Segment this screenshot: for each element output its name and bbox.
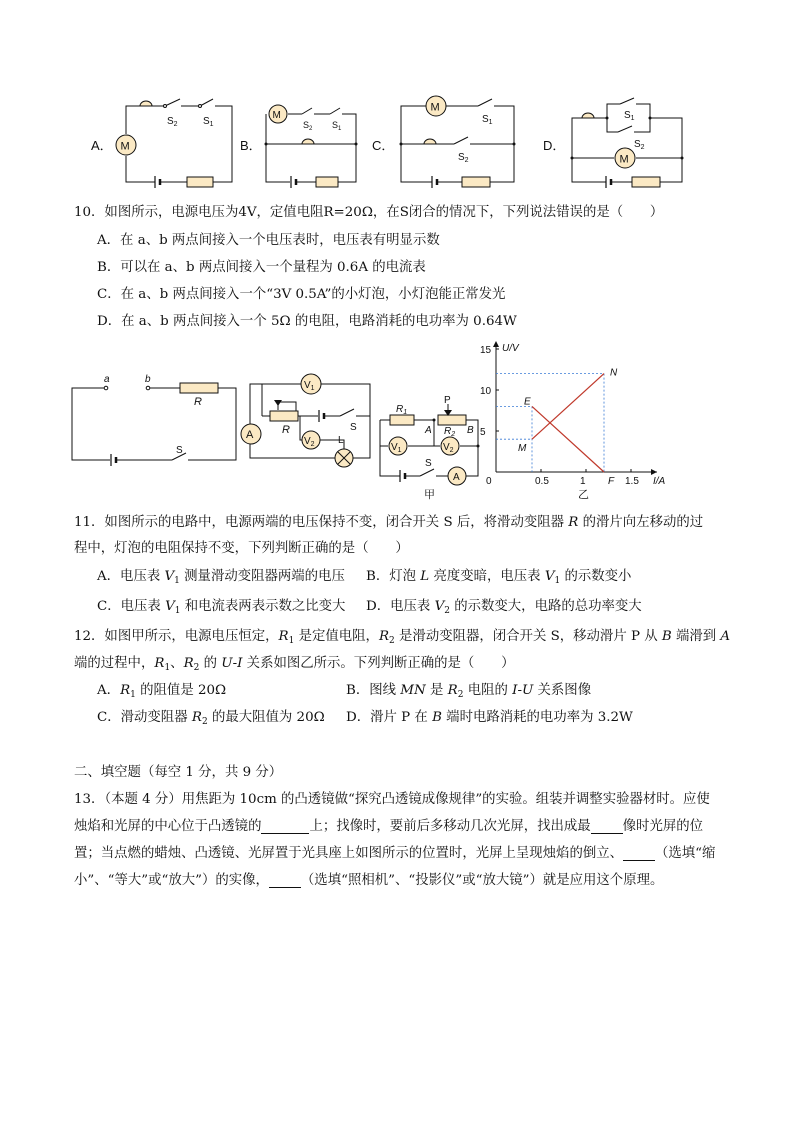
svg-text:L: L (338, 435, 344, 446)
q12-option-b: B．图线 MN 是 $R_2$ 电阻的 I-U 关系图像 (346, 683, 592, 700)
point-label-n: N (610, 367, 618, 379)
q10-option-c: C．在 a、b 两点间接入一个“3V 0.5A”的小灯泡，小灯泡能正常发光 (97, 287, 506, 302)
option-b-label: B． (240, 138, 262, 153)
point-label-f: F (608, 476, 615, 487)
q13-blank-4[interactable] (269, 874, 301, 888)
series-line-1 (532, 374, 604, 440)
x-tick-label: 0 (486, 476, 492, 487)
x-axis-label: I/A (653, 476, 666, 487)
s1-label: $S_1$ (203, 116, 214, 128)
q13-blank-2[interactable] (591, 820, 623, 834)
y-axis-label: U/V (502, 343, 519, 354)
q12-option-d: D．滑片 P 在 B 端时电路消耗的电功率为 3.2W (346, 710, 633, 725)
svg-text:M: M (430, 101, 440, 114)
svg-text:S2: $S_2$ (634, 139, 645, 151)
figures-row (0, 340, 794, 500)
y-axis-arrow (493, 341, 499, 347)
section-2-heading: 二、填空题（每空 1 分，共 9 分） (74, 765, 283, 780)
q10-option-b: B．可以在 a、b 两点间接入一个量程为 0.6A 的电流表 (97, 260, 426, 275)
svg-text:A: A (425, 425, 432, 436)
q11-line2: 程中，灯泡的电阻保持不变，下列判断正确的是（ ） (74, 541, 409, 556)
svg-text:V1: $V_1$ (391, 442, 402, 454)
option-c-label: C． (372, 138, 395, 153)
q12-option-a: A．$R_1$ 的阻值是 20Ω (97, 683, 227, 700)
option-a-label: A． (91, 138, 113, 153)
svg-text:甲: 甲 (424, 489, 435, 501)
q11-line1: 11．如图所示的电路中，电源两端的电压保持不变，闭合开关 S 后，将滑动变阻器 R 的滑片向左移动的过 (74, 515, 704, 530)
svg-text:S: S (425, 458, 432, 469)
q12-line1: 12．如图甲所示，电源电压恒定，$R_1$ 是定值电阻，$R_2$ 是滑动变阻器，闭合开关 S，移动滑片 P 从 B 端滑到 A (74, 629, 731, 646)
svg-text:R: R (282, 424, 290, 436)
svg-text:A: A (246, 429, 254, 441)
q13-blank-3[interactable] (623, 847, 655, 861)
circuit-a (126, 99, 232, 182)
y-tick-label: 15 (480, 345, 492, 356)
q10-option-a: A．在 a、b 两点间接入一个电压表时，电压表有明显示数 (97, 233, 440, 248)
svg-text:R: R (194, 396, 202, 408)
q12-option-c: C．滑动变阻器 $R_2$ 的最大阻值为 20Ω (97, 710, 325, 727)
point-label-m: M (518, 443, 527, 455)
x-tick-label: 1 (580, 476, 586, 487)
svg-text:V2: $V_2$ (304, 436, 315, 448)
series-line-2 (532, 406, 604, 472)
figure-label-yi: 乙 (578, 489, 589, 501)
q13-blank-1[interactable] (261, 820, 309, 834)
q11-option-c: C．电压表 $V_1$ 和电流表两表示数之比变大 (97, 599, 346, 616)
svg-text:M: M (272, 110, 281, 121)
q12-line2: 端的过程中，$R_1$、$R_2$ 的 U-I 关系如图乙所示。下列判断正确的是（ ） (74, 656, 515, 673)
q10-stem: 10．如图所示，电源电压为4V，定值电阻R=20Ω，在S闭合的情况下，下列说法错误的是（ ） (74, 205, 664, 220)
svg-text:V1: $V_1$ (304, 380, 315, 392)
ui-chart (480, 340, 666, 501)
q13-line1: 13．（本题 4 分）用焦距为 10cm 的凸透镜做“探究凸透镜成像规律”的实验。组装并调整实验器材时。应使 (74, 792, 710, 807)
s2-label: $S_2$ (167, 116, 178, 128)
y-tick-label: 5 (480, 427, 486, 438)
svg-text:S2: $S_2$ (458, 152, 469, 164)
x-tick-label: 0.5 (535, 476, 549, 487)
svg-text:S1: $S_1$ (482, 114, 493, 126)
svg-text:P: P (444, 395, 451, 406)
q13-line4: 小”、“等大”或“放大”）的实像， （选填“照相机”、“投影仪”或“放大镜”）就是应用这个原理。 (74, 873, 664, 888)
q10-option-d: D．在 a、b 两点间接入一个 5Ω 的电阻，电路消耗的电功率为 0.64W (97, 314, 517, 329)
q10-circuit (72, 388, 236, 460)
q9-circuits (0, 0, 794, 200)
circuit-c (401, 99, 514, 182)
point-label-e: E (524, 396, 531, 408)
svg-text:S1: $S_1$ (332, 120, 342, 132)
q13-line3: 置；当点燃的蜡烛、凸透镜、光屏置于光具座上如图所示的位置时，光屏上呈现烛焰的倒立、 （选填“缩 (74, 846, 716, 861)
q11-option-d: D．电压表 $V_2$ 的示数变大，电路的总功率变大 (366, 599, 642, 616)
svg-text:S: S (350, 422, 357, 433)
option-d-label: D． (543, 138, 566, 153)
svg-text:R2: $R_2$ (444, 426, 456, 438)
svg-text:S1: $S_1$ (624, 110, 635, 122)
y-tick-label: 10 (480, 386, 492, 397)
svg-text:S: S (176, 445, 183, 456)
q11-option-a: A．电压表 $V_1$ 测量滑动变阻器两端的电压 (97, 569, 345, 586)
svg-text:V2: $V_2$ (443, 442, 454, 454)
svg-text:b: b (145, 374, 151, 385)
svg-text:R1: $R_1$ (396, 404, 408, 416)
svg-text:M: M (120, 140, 130, 153)
x-axis-arrow (651, 469, 657, 475)
x-tick-label: 1.5 (625, 476, 639, 487)
svg-text:S2: $S_2$ (303, 120, 313, 132)
svg-text:a: a (104, 374, 110, 385)
svg-text:A: A (453, 472, 460, 483)
svg-text:M: M (619, 153, 629, 166)
q11-option-b: B．灯泡 L 亮度变暗，电压表 $V_1$ 的示数变小 (366, 569, 632, 586)
q13-line2: 烛焰和光屏的中心位于凸透镜的 上；找像时，要前后多移动几次光屏，找出成最 像时光屏的位 (74, 819, 704, 834)
svg-text:B: B (467, 425, 474, 436)
